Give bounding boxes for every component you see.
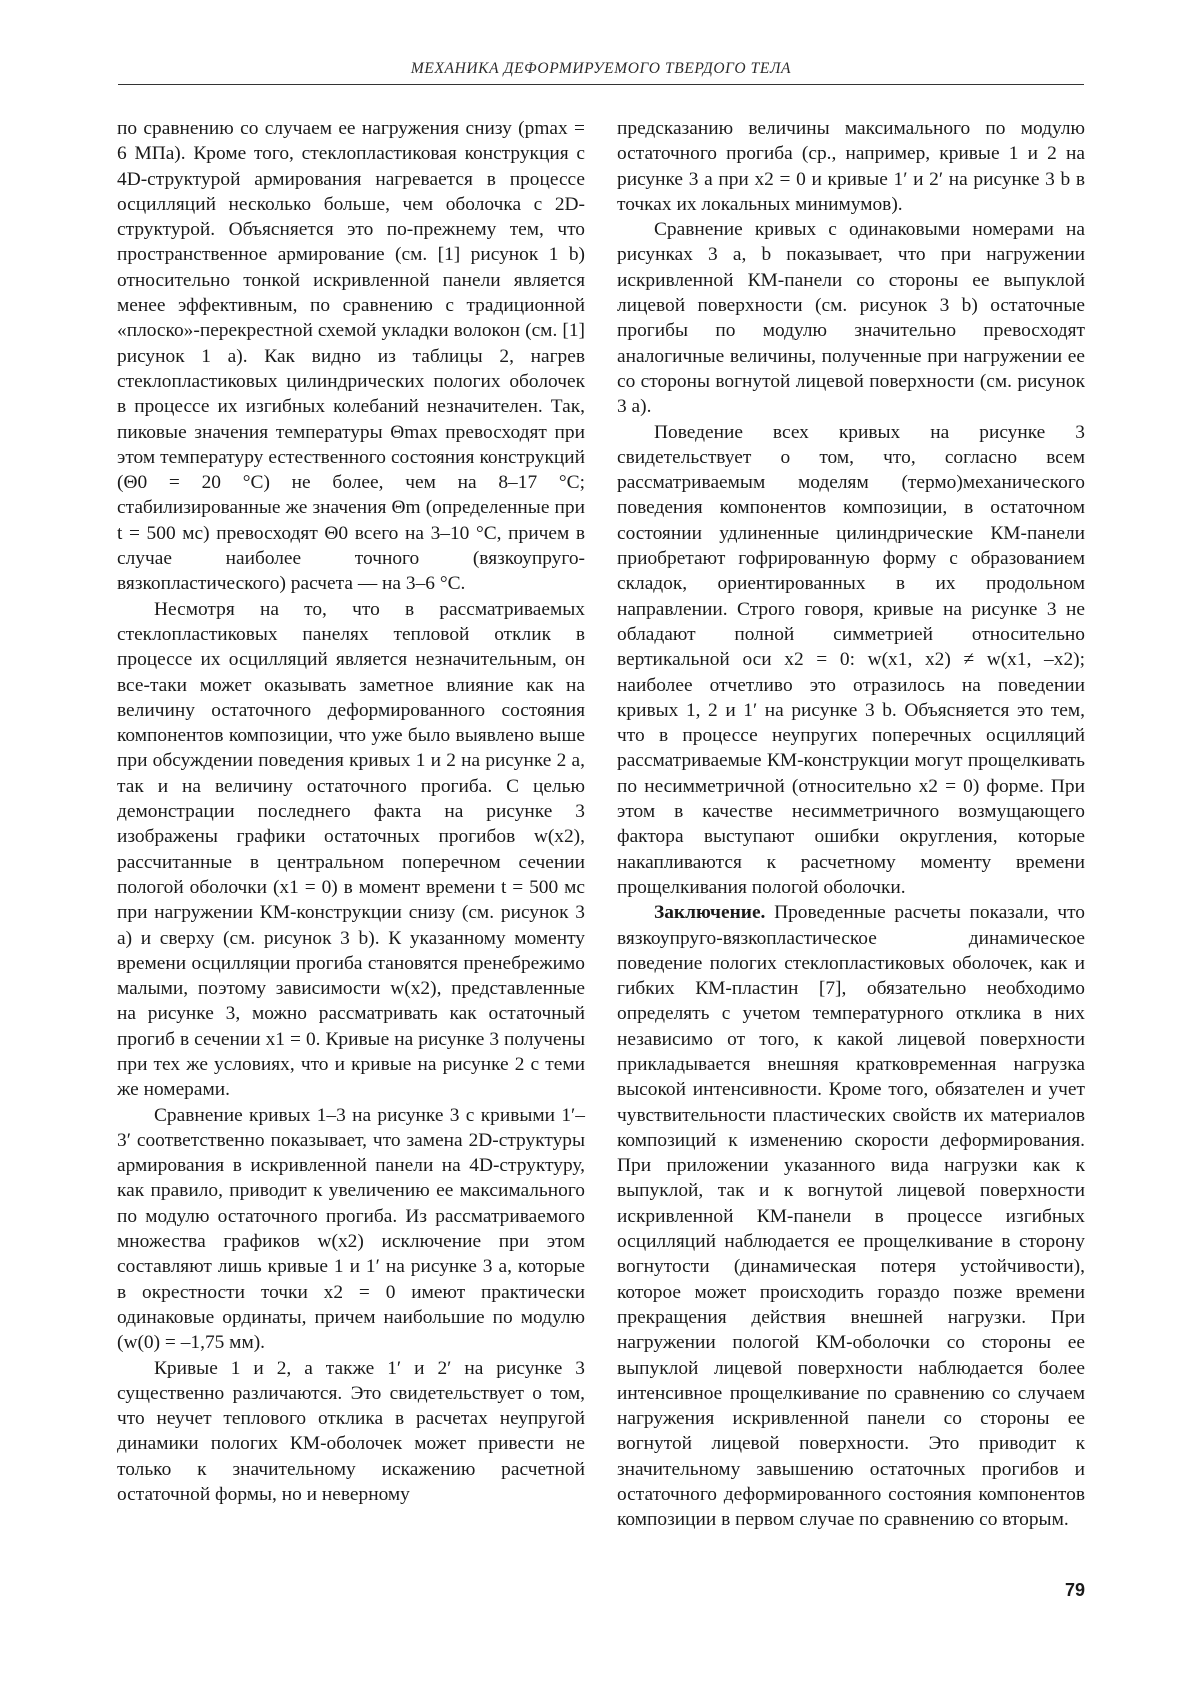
conclusion-paragraph <box>617 900 1085 1532</box>
right-column <box>617 116 1085 1533</box>
left-column <box>117 116 585 1507</box>
conclusion-text: Проведенные расчеты показали, что вязкоупруго-вязкопластическое динамическое поведение пологих стеклопластиковых оболочек, как и гибких КМ-пластин [7], обязательно необходимо определять с учетом температурного отклика в них независимо от того, к какой лицевой поверхности прикладывается внешняя кратковременная нагрузка высокой интенсивности. Кроме того, обязателен и учет чувствительности пластических свойств их материалов композиций к изменению скорости деформирования. При приложении указанного вида нагрузки как к выпуклой, так и к вогнутой лицевой поверхности искривленной КМ-панели в процессе изгибных осцилляций наблюдается ее прощелкивание в сторону вогнутости (динамическая потеря устойчивости), которое может происходить гораздо позже времени прекращения действия внешней нагрузки. При нагружении пологой КМ-оболочки со стороны ее выпуклой лицевой поверхности наблюдается более интенсивное прощелкивание по сравнению со случаем нагружения искривленной панели со стороны ее вогнутой лицевой поверхности. Это приводит к значительному завышению остаточных прогибов и остаточного деформированного состояния компонентов композиции в первом случае по сравнению со вторым. <box>617 902 1085 1531</box>
right-paragraph-1: предсказанию величины максимального по модулю остаточного прогиба (ср., например, кривые 1 и 2 на рисунке 3 a при x2 = 0 и кривые 1′ и 2′ на рисунке 3 b в точках их локальных минимумов). <box>617 118 1085 215</box>
conclusion-heading: Заключение. <box>654 902 766 924</box>
header-rule <box>118 84 1084 85</box>
left-paragraph-4: Кривые 1 и 2, а также 1′ и 2′ на рисунке 3 существенно различаются. Это свидетельствует о том, что неучет теплового отклика в расчетах неупругой динамики пологих КМ-оболочек может привести не только к значительному искажению расчетной остаточной формы, но и неверному <box>117 1357 585 1506</box>
page-number: 79 <box>1064 1580 1085 1600</box>
left-paragraph-2: Несмотря на то, что в рассматриваемых стеклопластиковых панелях тепловой отклик в процессе их осцилляций является незначительным, он все-таки может оказывать заметное влияние как на величину остаточного деформированного состояния компонентов композиции, что уже было выявлено выше при обсуждении поведения кривых 1 и 2 на рисунке 2 a, так и на величину остаточного прогиба. С целью демонстрации последнего факта на рисунке 3 изображены графики остаточных прогибов w(x2), рассчитанные в центральном поперечном сечении пологой оболочки (x1 = 0) в момент времени t = 500 мс при нагружении КМ-конструкции снизу (см. рисунок 3 a) и сверху (см. рисунок 3 b). К указанному моменту времени осцилляции прогиба становятся пренебрежимо малыми, поэтому зависимости w(x2), представленные на рисунке 3, можно рассматривать как остаточный прогиб в сечении x1 = 0. Кривые на рисунке 3 получены при тех же условиях, что и кривые на рисунке 2 с теми же номерами. <box>117 598 585 1101</box>
right-paragraph-3: Поведение всех кривых на рисунке 3 свидетельствует о том, что, согласно всем рассматриваемым моделям (термо)механического поведения компонентов композиции, в остаточном состоянии удлиненные цилиндрические КМ-панели приобретают гофрированную форму с образованием складок, ориентированных в их продольном направлении. Строго говоря, кривые на рисунке 3 не обладают полной симметрией относительно вертикальной оси x2 = 0: w(x1, x2) ≠ w(x1, –x2); наиболее отчетливо это отразилось на поведении кривых 1, 2 и 1′ на рисунке 3 b. Объясняется это тем, что в процессе неупругих поперечных осцилляций рассматриваемые КМ-конструкции могут прощелкивать по несимметричной (относительно x2 = 0) форме. При этом в качестве несимметричного возмущающего фактора выступают ошибки округления, которые накапливаются к расчетному моменту времени прощелкивания пологой оболочки. <box>617 421 1085 898</box>
right-paragraph-2: Сравнение кривых с одинаковыми номерами на рисунках 3 a, b показывает, что при нагружении искривленной КМ-панели со стороны ее выпуклой лицевой поверхности (см. рисунок 3 b) остаточные прогибы по модулю значительно превосходят аналогичные величины, полученные при нагружении ее со стороны вогнутой лицевой поверхности (см. рисунок 3 a). <box>617 219 1085 418</box>
running-header: МЕХАНИКА ДЕФОРМИРУЕМОГО ТВЕРДОГО ТЕЛА <box>410 60 792 77</box>
left-paragraph-3: Сравнение кривых 1–3 на рисунке 3 с кривыми 1′–3′ соответственно показывает, что замена 2D-структуры армирования в искривленной панели на 4D-структуру, как правило, приводит к увеличению ее максимального по модулю остаточного прогиба. Из рассматриваемого множества графиков w(x2) исключение при этом составляют лишь кривые 1 и 1′ на рисунке 3 a, которые в окрестности точки x2 = 0 имеют практически одинаковые ординаты, причем наибольшие по модулю (w(0) = –1,75 мм). <box>117 1104 585 1354</box>
left-paragraph-1: по сравнению со случаем ее нагружения снизу (pmax = 6 МПа). Кроме того, стеклопластиковая конструкция с 4D-структурой армирования нагревается в процессе осцилляций несколько больше, чем оболочка с 2D-структурой. Объясняется это по-прежнему тем, что пространственное армирование (см. [1] рисунок 1 b) относительно тонкой искривленной панели является менее эффективным, по сравнению с традиционной «плоско»-перекрестной схемой укладки волокон (см. [1] рисунок 1 a). Как видно из таблицы 2, нагрев стеклопластиковых цилиндрических пологих оболочек в процессе их изгибных колебаний незначителен. Так, пиковые значения температуры Θmax превосходят при этом температуру естественного состояния конструкций (Θ0 = 20 °С) не более, чем на 8–17 °С; стабилизированные же значения Θm (определенные при t = 500 мс) превосходят Θ0 всего на 3–10 °С, причем в случае наиболее точного (вязкоупруго-вязкопластического) расчета — на 3–6 °С. <box>117 118 585 595</box>
